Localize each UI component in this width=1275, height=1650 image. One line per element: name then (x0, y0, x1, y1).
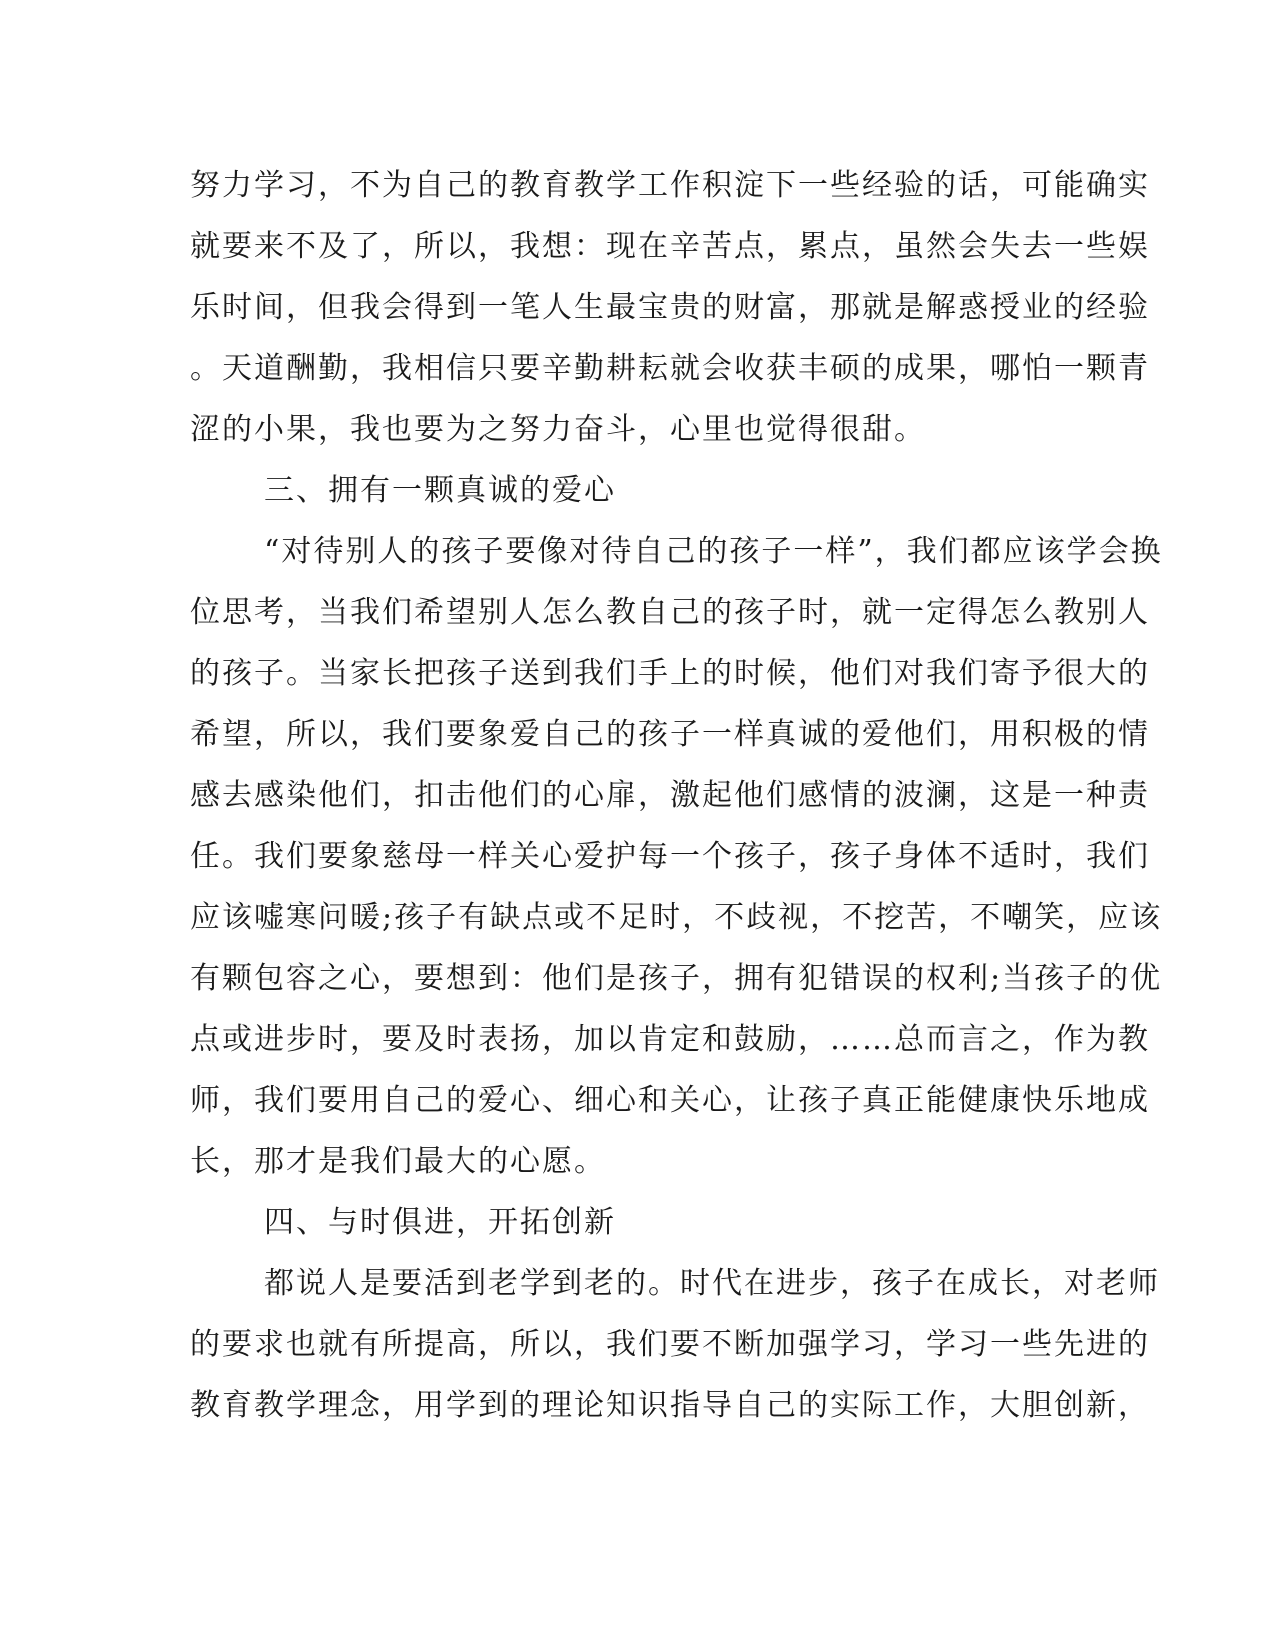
text-line: 努力学习，不为自己的教育教学工作积淀下一些经验的话，可能确实 (190, 168, 1150, 203)
text-line: 希望，所以，我们要象爱自己的孩子一样真诚的爱他们，用积极的情 (190, 717, 1150, 752)
text-line: 感去感染他们，扣击他们的心扉，激起他们感情的波澜，这是一种责 (190, 778, 1150, 813)
text-line: 涩的小果，我也要为之努力奋斗，心里也觉得很甜。 (190, 412, 926, 447)
text-line: 就要来不及了，所以，我想：现在辛苦点，累点，虽然会失去一些娱 (190, 229, 1150, 264)
section-heading-4: 四、与时俱进，开拓创新 (264, 1205, 616, 1240)
text-line: 长，那才是我们最大的心愿。 (190, 1144, 606, 1179)
text-line: 有颗包容之心，要想到：他们是孩子，拥有犯错误的权利;当孩子的优 (190, 961, 1163, 996)
text-line: 任。我们要象慈母一样关心爱护每一个孩子，孩子身体不适时，我们 (190, 839, 1150, 874)
paragraph-start: “对待别人的孩子要像对待自己的孩子一样”，我们都应该学会换 (264, 534, 1163, 569)
text-line: 的要求也就有所提高，所以，我们要不断加强学习，学习一些先进的 (190, 1327, 1150, 1362)
text-line: 乐时间，但我会得到一笔人生最宝贵的财富，那就是解惑授业的经验 (190, 290, 1150, 325)
text-line: 点或进步时，要及时表扬，加以肯定和鼓励，……总而言之，作为教 (190, 1022, 1150, 1057)
text-line: 位思考，当我们希望别人怎么教自己的孩子时，就一定得怎么教别人 (190, 595, 1150, 630)
paragraph-start: 都说人是要活到老学到老的。时代在进步，孩子在成长，对老师 (264, 1266, 1160, 1301)
text-line: 的孩子。当家长把孩子送到我们手上的时候，他们对我们寄予很大的 (190, 656, 1150, 691)
text-line: 教育教学理念，用学到的理论知识指导自己的实际工作，大胆创新， (190, 1388, 1150, 1423)
text-line: 应该嘘寒问暖;孩子有缺点或不足时，不歧视，不挖苦，不嘲笑，应该 (190, 900, 1163, 935)
section-heading-3: 三、拥有一颗真诚的爱心 (264, 473, 616, 508)
text-line: 。天道酬勤，我相信只要辛勤耕耘就会收获丰硕的成果，哪怕一颗青 (190, 351, 1150, 386)
text-line: 师，我们要用自己的爱心、细心和关心，让孩子真正能健康快乐地成 (190, 1083, 1150, 1118)
document-body (190, 155, 1163, 1436)
